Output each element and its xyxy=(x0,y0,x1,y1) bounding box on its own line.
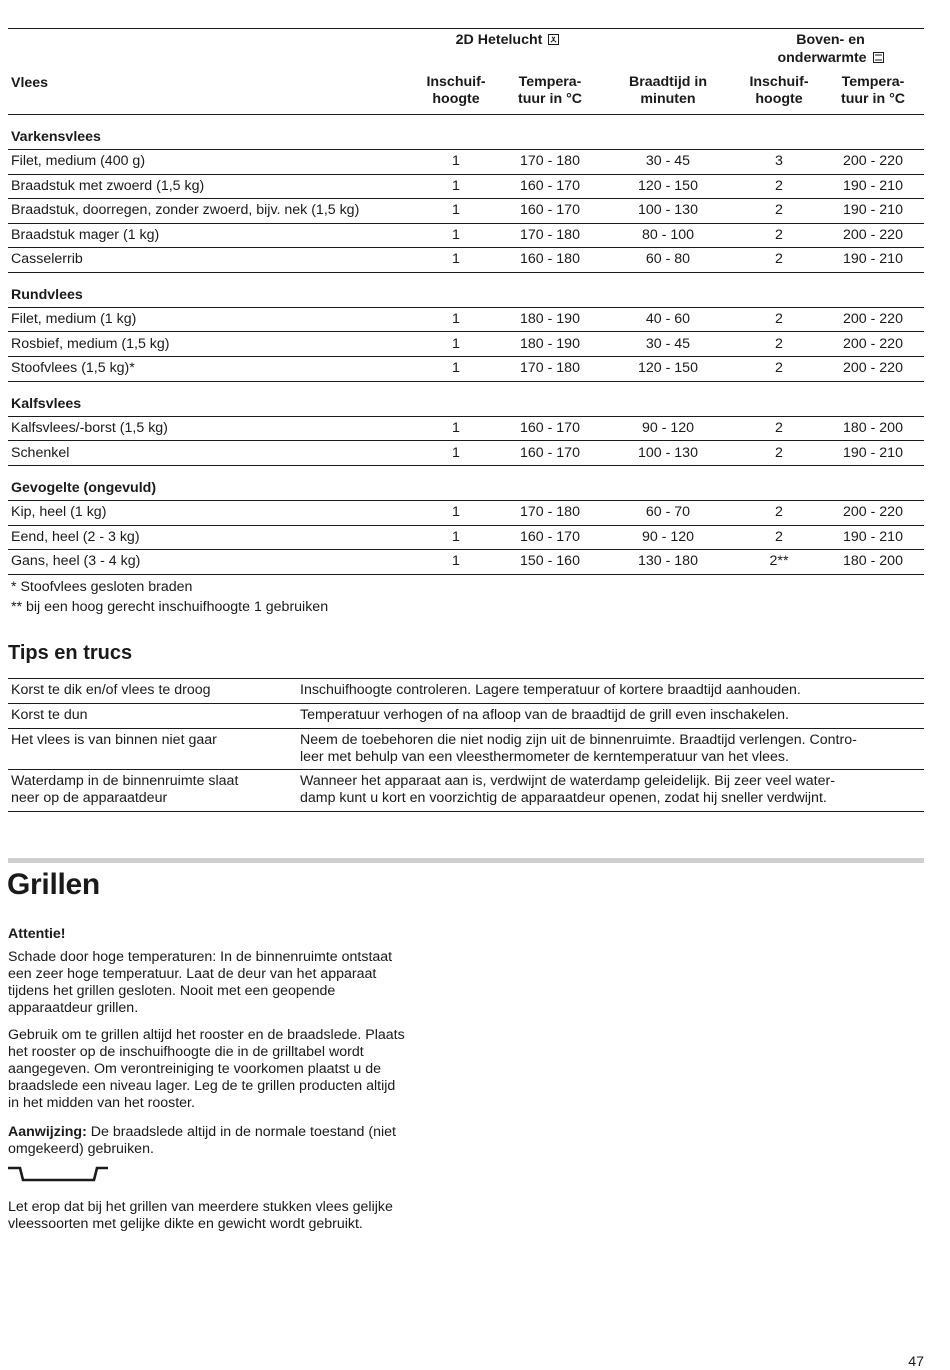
note-line xyxy=(8,1124,453,1141)
table-cell-temp-b: 190 - 210 xyxy=(843,178,903,194)
table-cell-level-b: 2 xyxy=(775,360,783,376)
table-cell-temp-a: 160 - 180 xyxy=(520,251,580,267)
table-cell-time: 80 - 100 xyxy=(641,227,695,243)
fan-hot-air-icon xyxy=(548,34,559,45)
col-header-temp-a xyxy=(505,74,595,108)
table-cell-temp-b: 200 - 220 xyxy=(843,311,903,327)
group-header-top-bottom xyxy=(743,31,918,67)
table-cell-level-a: 1 xyxy=(452,153,460,169)
row-rule xyxy=(8,272,924,273)
group-title: Varkensvlees xyxy=(11,129,101,145)
tip-problem xyxy=(11,773,289,807)
col-header-level-a-l2: hoogte xyxy=(432,91,480,107)
table-cell-temp-a: 170 - 180 xyxy=(520,360,580,376)
table-bottom-rule xyxy=(8,574,924,575)
table-cell-temp-b: 200 - 220 xyxy=(843,153,903,169)
table-cell-time: 60 - 80 xyxy=(645,251,691,267)
col-header-level-a xyxy=(420,74,492,108)
paragraph-line: een zeer hoge temperatuur. Laat de deur van het apparaat xyxy=(8,966,377,982)
col-header-temp-b-l2: tuur in °C xyxy=(841,91,905,107)
col-header-temp-b-l1: Tempera- xyxy=(841,74,905,90)
table-cell-time: 30 - 45 xyxy=(645,153,691,169)
col-header-time xyxy=(612,74,724,108)
table-cell-level-b: 2 xyxy=(775,311,783,327)
tips-heading: Tips en trucs xyxy=(8,642,133,664)
paragraph-line: braadslede een niveau lager. Leg de te grillen producten altijd xyxy=(8,1078,396,1094)
tip-problem xyxy=(11,682,289,699)
table-cell-level-a: 1 xyxy=(452,553,460,569)
table-cell-time: 60 - 70 xyxy=(645,504,691,520)
table-cell-temp-a: 180 - 190 xyxy=(520,311,580,327)
table-cell-meat: Casselerrib xyxy=(11,251,83,267)
col-header-meat: Vlees xyxy=(11,75,49,91)
table-cell-level-b: 3 xyxy=(775,153,783,169)
paragraph-line: vleessoorten met gelijke dikte en gewicht wordt gebruikt. xyxy=(8,1216,363,1232)
table-cell-level-b: 2 xyxy=(775,202,783,218)
paragraph-line: Gebruik om te grillen altijd het rooster en de braadslede. Plaats xyxy=(8,1027,405,1043)
tip-solution xyxy=(300,707,926,724)
row-rule xyxy=(8,247,924,248)
row-rule xyxy=(8,440,924,441)
row-rule xyxy=(8,703,924,704)
baking-tray-icon xyxy=(8,1165,110,1185)
col-header-level-a-l1: Inschuif- xyxy=(426,74,486,90)
tip-problem-line: Het vlees is van binnen niet gaar xyxy=(11,732,217,748)
table-cell-level-a: 1 xyxy=(452,445,460,461)
warning-paragraph xyxy=(8,949,453,1017)
table-cell-temp-a: 150 - 160 xyxy=(520,553,580,569)
tip-solution-line: damp kunt u kort en voorzichtig de apparaatdeur openen, zodat hij sneller verdwijnt. xyxy=(300,790,827,806)
table-cell-level-b: 2 xyxy=(775,336,783,352)
table-cell-level-a: 1 xyxy=(452,336,460,352)
paragraph-line: Schade door hoge temperaturen: In de binnenruimte ontstaat xyxy=(8,949,393,965)
tip-problem-line: Korst te dik en/of vlees te droog xyxy=(11,682,211,698)
paragraph-line: tijdens het grillen gesloten. Nooit met een geopende xyxy=(8,983,336,999)
row-rule xyxy=(8,198,924,199)
table-cell-level-b: 2 xyxy=(775,504,783,520)
table-cell-level-a: 1 xyxy=(452,178,460,194)
header-bottom-rule xyxy=(8,114,924,115)
table-cell-time: 120 - 150 xyxy=(638,360,698,376)
table-cell-time: 90 - 120 xyxy=(641,420,695,436)
note-label: Aanwijzing: xyxy=(8,1124,87,1140)
row-rule xyxy=(8,307,924,308)
col-header-time-l2: minuten xyxy=(640,91,696,107)
table-cell-time: 100 - 130 xyxy=(638,445,698,461)
group-header-top-bottom-l1: Boven- en xyxy=(796,32,865,48)
table-cell-level-b: 2 xyxy=(775,420,783,436)
table-cell-level-a: 1 xyxy=(452,202,460,218)
table-cell-temp-b: 190 - 210 xyxy=(843,445,903,461)
row-rule xyxy=(8,416,924,417)
table-footnote: * Stoofvlees gesloten braden xyxy=(11,579,193,595)
tip-problem-line: Waterdamp in de binnenruimte slaat xyxy=(11,773,239,789)
row-rule xyxy=(8,500,924,501)
attention-label: Attentie! xyxy=(8,926,66,942)
table-cell-level-b: 2** xyxy=(769,553,789,569)
row-rule xyxy=(8,331,924,332)
table-cell-temp-a: 160 - 170 xyxy=(520,445,580,461)
table-cell-temp-a: 170 - 180 xyxy=(520,227,580,243)
table-cell-temp-a: 160 - 170 xyxy=(520,178,580,194)
table-footnote: ** bij een hoog gerecht inschuifhoogte 1 gebruiken xyxy=(11,599,329,615)
row-rule xyxy=(8,549,924,550)
paragraph-line: apparaatdeur grillen. xyxy=(8,1000,139,1016)
table-cell-meat: Stoofvlees (1,5 kg)* xyxy=(11,360,135,376)
table-cell-level-a: 1 xyxy=(452,529,460,545)
table-cell-temp-b: 190 - 210 xyxy=(843,251,903,267)
table-cell-temp-b: 200 - 220 xyxy=(843,360,903,376)
page-number: 47 xyxy=(908,1354,924,1370)
table-cell-level-b: 2 xyxy=(775,178,783,194)
tip-solution xyxy=(300,773,926,807)
tip-solution-line: Temperatuur verhogen of na afloop van de braadtijd de grill even inschakelen. xyxy=(300,707,789,723)
table-cell-time: 120 - 150 xyxy=(638,178,698,194)
table-cell-temp-a: 180 - 190 xyxy=(520,336,580,352)
row-rule xyxy=(8,769,924,770)
group-title: Gevogelte (ongevuld) xyxy=(11,480,157,496)
table-cell-temp-b: 200 - 220 xyxy=(843,336,903,352)
table-cell-level-a: 1 xyxy=(452,420,460,436)
paragraph-line: in het midden van het rooster. xyxy=(8,1095,195,1111)
table-cell-level-a: 1 xyxy=(452,360,460,376)
top-bottom-heat-icon xyxy=(873,52,884,63)
tips-top-rule xyxy=(8,678,924,679)
group-title: Rundvlees xyxy=(11,287,83,303)
table-cell-time: 130 - 180 xyxy=(638,553,698,569)
closing-paragraph xyxy=(8,1199,453,1233)
tip-problem-line: neer op de apparaatdeur xyxy=(11,790,168,806)
row-rule xyxy=(8,356,924,357)
table-cell-meat: Filet, medium (400 g) xyxy=(11,153,146,169)
table-cell-temp-b: 190 - 210 xyxy=(843,529,903,545)
table-cell-temp-a: 170 - 180 xyxy=(520,504,580,520)
table-cell-temp-a: 160 - 170 xyxy=(520,529,580,545)
group-header-hot-air-label: 2D Hetelucht xyxy=(455,32,543,48)
instructions-paragraph xyxy=(8,1027,453,1112)
table-cell-time: 30 - 45 xyxy=(645,336,691,352)
table-cell-temp-b: 190 - 210 xyxy=(843,202,903,218)
col-header-level-b-l2: hoogte xyxy=(755,91,803,107)
row-rule xyxy=(8,525,924,526)
table-cell-level-b: 2 xyxy=(775,251,783,267)
table-cell-level-b: 2 xyxy=(775,227,783,243)
row-rule xyxy=(8,465,924,466)
note-text: De braadslede altijd in de normale toestand (niet xyxy=(86,1124,396,1140)
col-header-temp-b xyxy=(828,74,918,108)
note-line: omgekeerd) gebruiken. xyxy=(8,1141,154,1157)
paragraph-line: aangegeven. Om verontreiniging te voorkomen plaatst u de xyxy=(8,1061,382,1077)
table-cell-time: 40 - 60 xyxy=(645,311,691,327)
paragraph-line: het rooster op de inschuifhoogte die in de grilltabel wordt xyxy=(8,1044,364,1060)
table-cell-level-a: 1 xyxy=(452,311,460,327)
tip-solution xyxy=(300,682,926,699)
table-cell-meat: Kalfsvlees/-borst (1,5 kg) xyxy=(11,420,168,436)
group-header-hot-air xyxy=(420,31,595,49)
tip-solution-line: Wanneer het apparaat aan is, verdwijnt de waterdamp geleidelijk. Bij zeer veel water- xyxy=(300,773,835,789)
row-rule xyxy=(8,174,924,175)
row-rule xyxy=(8,381,924,382)
col-header-time-l1: Braadtijd in xyxy=(628,74,708,90)
row-rule xyxy=(8,223,924,224)
table-cell-level-b: 2 xyxy=(775,445,783,461)
table-cell-meat: Braadstuk met zwoerd (1,5 kg) xyxy=(11,178,205,194)
table-cell-level-a: 1 xyxy=(452,251,460,267)
table-cell-meat: Braadstuk, doorregen, zonder zwoerd, bijv. nek (1,5 kg) xyxy=(11,202,360,218)
col-header-temp-a-l2: tuur in °C xyxy=(518,91,582,107)
table-cell-meat: Schenkel xyxy=(11,445,70,461)
col-header-temp-a-l1: Tempera- xyxy=(518,74,582,90)
row-rule xyxy=(8,149,924,150)
group-header-top-bottom-l2: onderwarmte xyxy=(777,50,867,66)
paragraph-line: Let erop dat bij het grillen van meerdere stukken vlees gelijke xyxy=(8,1199,393,1215)
table-cell-temp-a: 160 - 170 xyxy=(520,202,580,218)
table-top-rule xyxy=(8,28,924,29)
tip-problem xyxy=(11,707,289,724)
col-header-level-b xyxy=(743,74,815,108)
table-cell-temp-b: 180 - 200 xyxy=(843,553,903,569)
table-cell-temp-b: 180 - 200 xyxy=(843,420,903,436)
section-heading-grill: Grillen xyxy=(7,868,100,901)
tip-solution-line: Inschuifhoogte controleren. Lagere temperatuur of kortere braadtijd aanhouden. xyxy=(300,682,801,698)
tip-problem-line: Korst te dun xyxy=(11,707,88,723)
group-title: Kalfsvlees xyxy=(11,396,82,412)
tip-solution-line: leer met behulp van een vleesthermometer de kerntemperatuur van het vlees. xyxy=(300,749,789,765)
table-cell-meat: Braadstuk mager (1 kg) xyxy=(11,227,160,243)
col-header-level-b-l1: Inschuif- xyxy=(749,74,809,90)
table-cell-temp-b: 200 - 220 xyxy=(843,227,903,243)
tips-bottom-rule xyxy=(8,811,924,812)
tip-problem xyxy=(11,732,289,749)
table-cell-temp-b: 200 - 220 xyxy=(843,504,903,520)
table-cell-meat: Kip, heel (1 kg) xyxy=(11,504,107,520)
note-paragraph xyxy=(8,1124,453,1158)
table-cell-meat: Eend, heel (2 - 3 kg) xyxy=(11,529,140,545)
table-cell-temp-a: 160 - 170 xyxy=(520,420,580,436)
table-cell-level-a: 1 xyxy=(452,227,460,243)
table-cell-time: 100 - 130 xyxy=(638,202,698,218)
group-header-top-bottom-l2-wrap xyxy=(743,49,918,67)
tip-solution xyxy=(300,732,926,766)
table-cell-level-a: 1 xyxy=(452,504,460,520)
table-cell-meat: Gans, heel (3 - 4 kg) xyxy=(11,553,141,569)
row-rule xyxy=(8,728,924,729)
section-divider xyxy=(8,858,924,863)
table-cell-meat: Filet, medium (1 kg) xyxy=(11,311,137,327)
table-cell-time: 90 - 120 xyxy=(641,529,695,545)
table-cell-temp-a: 170 - 180 xyxy=(520,153,580,169)
tip-solution-line: Neem de toebehoren die niet nodig zijn uit de binnenruimte. Braadtijd verlengen. Contro- xyxy=(300,732,857,748)
table-cell-level-b: 2 xyxy=(775,529,783,545)
table-cell-meat: Rosbief, medium (1,5 kg) xyxy=(11,336,170,352)
